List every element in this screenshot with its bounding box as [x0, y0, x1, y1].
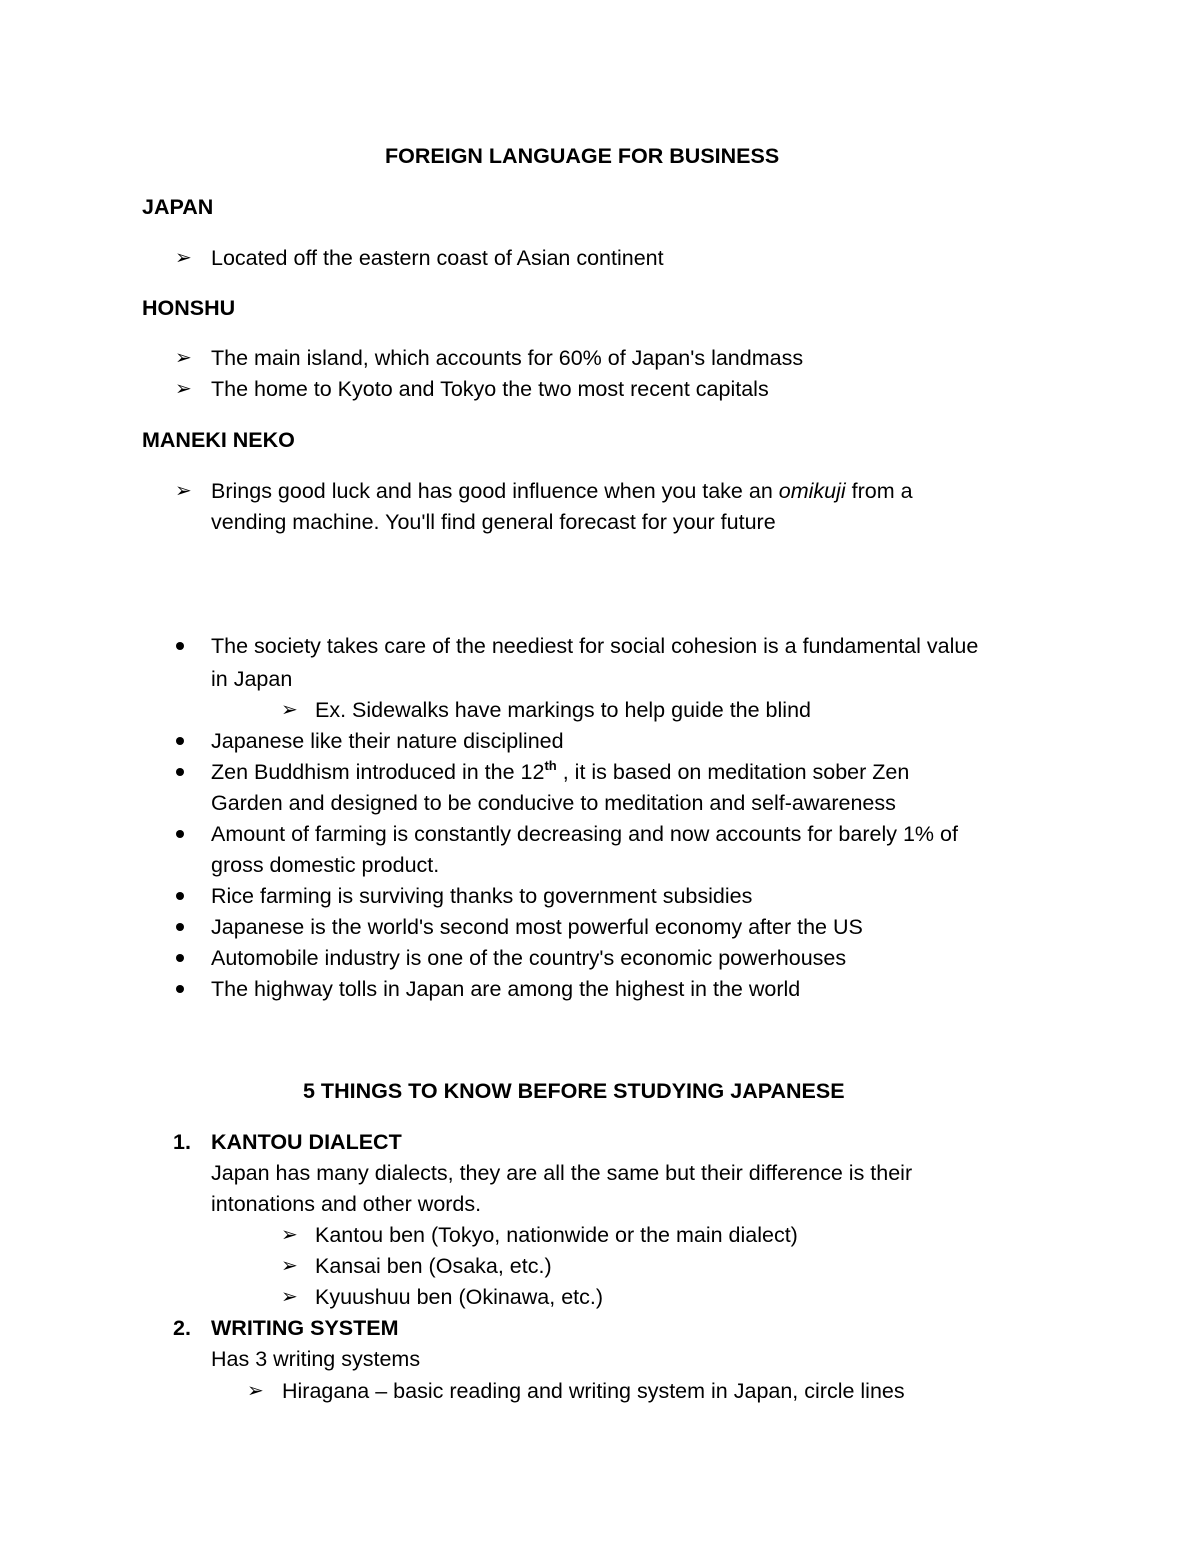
bullet-dot-icon	[176, 737, 184, 745]
numbered-item-title: WRITING SYSTEM	[211, 1316, 399, 1340]
bullet-dot-icon	[176, 923, 184, 931]
list-item-continuation: gross domestic product.	[211, 853, 440, 877]
text-run: Zen Buddhism introduced in the 12	[211, 760, 545, 784]
list-item: Rice farming is surviving thanks to government subsidies	[211, 884, 753, 908]
section-heading-honshu: HONSHU	[142, 296, 236, 320]
list-item: Automobile industry is one of the country's economic powerhouses	[211, 946, 847, 970]
list-item-continuation: in Japan	[211, 667, 293, 691]
arrow-bullet-icon: ➢	[175, 347, 192, 369]
superscript: th	[544, 758, 557, 773]
numbered-item-title: KANTOU DIALECT	[211, 1130, 402, 1154]
list-item: The society takes care of the neediest for social cohesion is a fundamental value	[211, 634, 979, 658]
list-item: The main island, which accounts for 60% of Japan's landmass	[211, 346, 804, 370]
paragraph-line: Has 3 writing systems	[211, 1347, 421, 1371]
text-run: , it is based on meditation sober Zen	[556, 760, 910, 784]
list-item	[211, 759, 909, 788]
page-title: FOREIGN LANGUAGE FOR BUSINESS	[385, 144, 780, 168]
arrow-bullet-icon: ➢	[175, 378, 192, 400]
arrow-bullet-icon: ➢	[281, 699, 298, 721]
arrow-bullet-icon: ➢	[175, 480, 192, 502]
section-heading-maneki-neko: MANEKI NEKO	[142, 428, 295, 452]
list-sub-item: Kyuushuu ben (Okinawa, etc.)	[315, 1285, 604, 1309]
text-run: Brings good luck and has good influence when you take an	[211, 479, 779, 503]
list-item: The highway tolls in Japan are among the highest in the world	[211, 977, 801, 1001]
paragraph-line: intonations and other words.	[211, 1192, 482, 1216]
list-item-continuation: vending machine. You'll find general forecast for your future	[211, 510, 776, 534]
list-number: 2.	[173, 1316, 191, 1340]
bullet-dot-icon	[176, 830, 184, 838]
list-item-continuation: Garden and designed to be conducive to meditation and self-awareness	[211, 791, 896, 815]
arrow-bullet-icon: ➢	[281, 1286, 298, 1308]
list-item: Amount of farming is constantly decreasing and now accounts for barely 1% of	[211, 822, 958, 846]
list-item: Japanese is the world's second most powerful economy after the US	[211, 915, 863, 939]
arrow-bullet-icon: ➢	[247, 1380, 264, 1402]
section-heading-japan: JAPAN	[142, 195, 214, 219]
arrow-bullet-icon: ➢	[281, 1255, 298, 1277]
list-item: Japanese like their nature disciplined	[211, 729, 564, 753]
bullet-dot-icon	[176, 892, 184, 900]
list-item: Located off the eastern coast of Asian continent	[211, 246, 664, 270]
list-sub-item: Hiragana – basic reading and writing system in Japan, circle lines	[282, 1379, 905, 1403]
bullet-dot-icon	[176, 954, 184, 962]
arrow-bullet-icon: ➢	[281, 1224, 298, 1246]
paragraph-line: Japan has many dialects, they are all the same but their difference is their	[211, 1161, 913, 1185]
list-sub-item: Kantou ben (Tokyo, nationwide or the main dialect)	[315, 1223, 798, 1247]
list-sub-item: Ex. Sidewalks have markings to help guide the blind	[315, 698, 811, 722]
list-sub-item: Kansai ben (Osaka, etc.)	[315, 1254, 552, 1278]
bullet-dot-icon	[176, 768, 184, 776]
section-heading-five-things: 5 THINGS TO KNOW BEFORE STUDYING JAPANESE	[303, 1079, 845, 1103]
list-item: The home to Kyoto and Tokyo the two most recent capitals	[211, 377, 769, 401]
list-item	[211, 478, 913, 504]
arrow-bullet-icon: ➢	[175, 247, 192, 269]
bullet-dot-icon	[176, 985, 184, 993]
bullet-dot-icon	[176, 642, 184, 650]
text-run: from a	[845, 479, 913, 503]
list-number: 1.	[173, 1130, 191, 1154]
italic-term: omikuji	[778, 479, 846, 503]
